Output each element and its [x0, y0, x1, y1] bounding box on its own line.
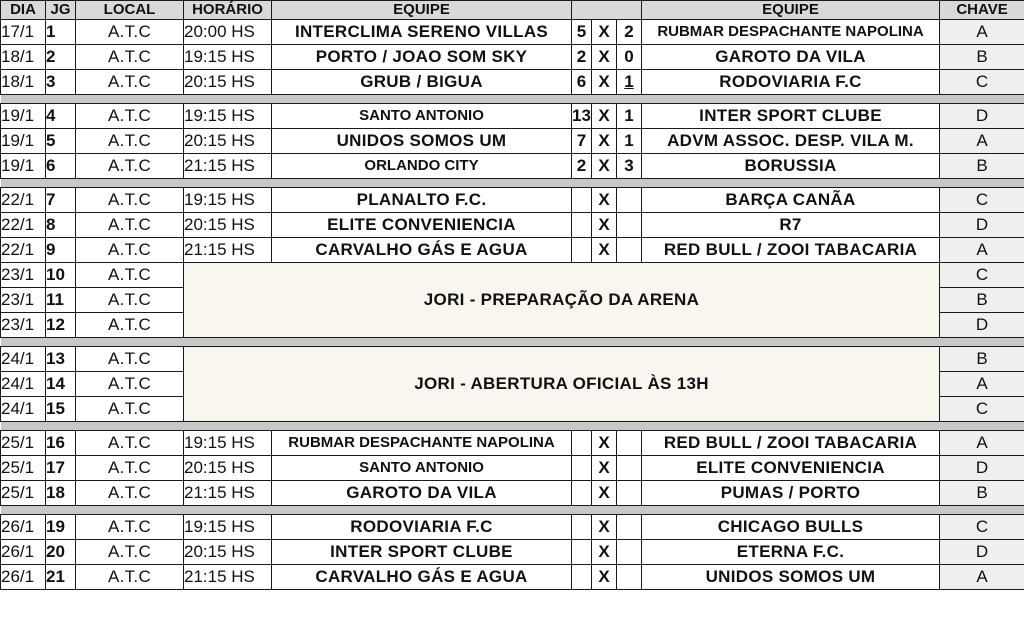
home-team-cell: CARVALHO GÁS E AGUA	[272, 565, 572, 590]
away-score-cell: 1	[617, 104, 642, 129]
location-cell: A.T.C	[76, 347, 184, 372]
game-number-cell: 17	[46, 456, 76, 481]
game-row	[1, 263, 1024, 288]
header-jg: JG	[46, 1, 76, 20]
game-number-cell: 12	[46, 313, 76, 338]
time-cell: 20:15 HS	[184, 70, 272, 95]
versus-cell: X	[592, 238, 617, 263]
location-cell: A.T.C	[76, 20, 184, 45]
home-team-cell: ORLANDO CITY	[272, 154, 572, 179]
header-score	[572, 1, 642, 20]
header-dia: DIA	[1, 1, 46, 20]
away-team-cell: R7	[642, 213, 940, 238]
game-row	[1, 45, 1024, 70]
away-score-cell: 0	[617, 45, 642, 70]
away-team-cell: UNIDOS SOMOS UM	[642, 565, 940, 590]
away-team-cell: ADVM ASSOC. DESP. VILA M.	[642, 129, 940, 154]
header-row	[1, 1, 1024, 20]
home-team-cell: GRUB / BIGUA	[272, 70, 572, 95]
game-row	[1, 188, 1024, 213]
game-row	[1, 154, 1024, 179]
header-local: LOCAL	[76, 1, 184, 20]
day-cell: 17/1	[1, 20, 46, 45]
banner-preparacao: JORI - PREPARAÇÃO DA ARENA	[184, 263, 940, 338]
day-cell: 24/1	[1, 372, 46, 397]
game-row	[1, 238, 1024, 263]
time-cell: 19:15 HS	[184, 104, 272, 129]
away-team-cell: BARÇA CANÃA	[642, 188, 940, 213]
time-cell: 20:15 HS	[184, 129, 272, 154]
home-score-cell	[572, 431, 592, 456]
away-score-cell: 2	[617, 20, 642, 45]
home-team-cell: PLANALTO F.C.	[272, 188, 572, 213]
group-cell: C	[940, 397, 1024, 422]
away-score-cell	[617, 540, 642, 565]
location-cell: A.T.C	[76, 45, 184, 70]
away-score-cell	[617, 238, 642, 263]
group-cell: A	[940, 565, 1024, 590]
away-score-cell	[617, 565, 642, 590]
game-row	[1, 431, 1024, 456]
time-cell: 19:15 HS	[184, 431, 272, 456]
location-cell: A.T.C	[76, 288, 184, 313]
time-cell: 19:15 HS	[184, 45, 272, 70]
time-cell: 21:15 HS	[184, 481, 272, 506]
location-cell: A.T.C	[76, 188, 184, 213]
game-number-cell: 13	[46, 347, 76, 372]
time-cell: 21:15 HS	[184, 154, 272, 179]
day-cell: 23/1	[1, 313, 46, 338]
home-score-cell: 2	[572, 45, 592, 70]
home-score-cell	[572, 456, 592, 481]
day-cell: 24/1	[1, 397, 46, 422]
game-row	[1, 213, 1024, 238]
location-cell: A.T.C	[76, 540, 184, 565]
game-number-cell: 3	[46, 70, 76, 95]
home-score-cell	[572, 481, 592, 506]
game-number-cell: 18	[46, 481, 76, 506]
day-separator	[1, 179, 1024, 188]
game-number-cell: 4	[46, 104, 76, 129]
away-score-cell	[617, 213, 642, 238]
day-separator	[1, 338, 1024, 347]
versus-cell: X	[592, 104, 617, 129]
group-cell: C	[940, 515, 1024, 540]
time-cell: 21:15 HS	[184, 565, 272, 590]
home-team-cell: ELITE CONVENIENCIA	[272, 213, 572, 238]
location-cell: A.T.C	[76, 263, 184, 288]
separator-cell	[1, 506, 1024, 515]
group-cell: C	[940, 263, 1024, 288]
day-cell: 22/1	[1, 213, 46, 238]
versus-cell: X	[592, 481, 617, 506]
away-team-cell: ELITE CONVENIENCIA	[642, 456, 940, 481]
separator-cell	[1, 95, 1024, 104]
separator-cell	[1, 179, 1024, 188]
game-row	[1, 565, 1024, 590]
away-score-cell: 1	[617, 129, 642, 154]
separator-cell	[1, 422, 1024, 431]
header-chave: CHAVE	[940, 1, 1024, 20]
day-cell: 26/1	[1, 540, 46, 565]
day-cell: 24/1	[1, 347, 46, 372]
day-separator	[1, 95, 1024, 104]
home-score-cell: 2	[572, 154, 592, 179]
home-team-cell: RODOVIARIA F.C	[272, 515, 572, 540]
group-cell: D	[940, 540, 1024, 565]
game-number-cell: 14	[46, 372, 76, 397]
game-row	[1, 456, 1024, 481]
away-score-cell	[617, 431, 642, 456]
location-cell: A.T.C	[76, 104, 184, 129]
game-number-cell: 20	[46, 540, 76, 565]
versus-cell: X	[592, 20, 617, 45]
header-horario: HORÁRIO	[184, 1, 272, 20]
game-number-cell: 2	[46, 45, 76, 70]
header-equipe-home: EQUIPE	[272, 1, 572, 20]
group-cell: A	[940, 238, 1024, 263]
game-number-cell: 6	[46, 154, 76, 179]
time-cell: 20:00 HS	[184, 20, 272, 45]
group-cell: C	[940, 70, 1024, 95]
home-score-cell	[572, 213, 592, 238]
game-number-cell: 8	[46, 213, 76, 238]
home-score-cell	[572, 515, 592, 540]
time-cell: 20:15 HS	[184, 540, 272, 565]
game-number-cell: 16	[46, 431, 76, 456]
away-team-cell: INTER SPORT CLUBE	[642, 104, 940, 129]
home-score-cell	[572, 565, 592, 590]
away-score-cell	[617, 515, 642, 540]
day-cell: 25/1	[1, 481, 46, 506]
home-team-cell: RUBMAR DESPACHANTE NAPOLINA	[272, 431, 572, 456]
away-team-cell: CHICAGO BULLS	[642, 515, 940, 540]
group-cell: D	[940, 456, 1024, 481]
away-team-cell: RED BULL / ZOOI TABACARIA	[642, 431, 940, 456]
home-score-cell	[572, 540, 592, 565]
group-cell: B	[940, 154, 1024, 179]
day-cell: 26/1	[1, 565, 46, 590]
home-score-cell: 6	[572, 70, 592, 95]
location-cell: A.T.C	[76, 213, 184, 238]
game-number-cell: 9	[46, 238, 76, 263]
location-cell: A.T.C	[76, 456, 184, 481]
time-cell: 19:15 HS	[184, 515, 272, 540]
versus-cell: X	[592, 431, 617, 456]
away-team-cell: GAROTO DA VILA	[642, 45, 940, 70]
day-cell: 18/1	[1, 45, 46, 70]
day-cell: 25/1	[1, 456, 46, 481]
away-team-cell: RED BULL / ZOOI TABACARIA	[642, 238, 940, 263]
away-team-cell: PUMAS / PORTO	[642, 481, 940, 506]
time-cell: 20:15 HS	[184, 456, 272, 481]
game-row	[1, 540, 1024, 565]
location-cell: A.T.C	[76, 431, 184, 456]
away-score-cell: 1	[617, 70, 642, 95]
day-cell: 26/1	[1, 515, 46, 540]
group-cell: D	[940, 104, 1024, 129]
location-cell: A.T.C	[76, 397, 184, 422]
game-row	[1, 20, 1024, 45]
game-row	[1, 515, 1024, 540]
group-cell: D	[940, 213, 1024, 238]
versus-cell: X	[592, 154, 617, 179]
game-number-cell: 1	[46, 20, 76, 45]
location-cell: A.T.C	[76, 154, 184, 179]
day-cell: 19/1	[1, 154, 46, 179]
group-cell: C	[940, 188, 1024, 213]
away-score-cell	[617, 456, 642, 481]
home-score-cell: 7	[572, 129, 592, 154]
group-cell: A	[940, 20, 1024, 45]
game-row	[1, 104, 1024, 129]
header-equipe-away: EQUIPE	[642, 1, 940, 20]
location-cell: A.T.C	[76, 372, 184, 397]
game-row	[1, 481, 1024, 506]
time-cell: 21:15 HS	[184, 238, 272, 263]
location-cell: A.T.C	[76, 238, 184, 263]
day-separator	[1, 422, 1024, 431]
home-team-cell: INTER SPORT CLUBE	[272, 540, 572, 565]
game-row	[1, 347, 1024, 372]
location-cell: A.T.C	[76, 313, 184, 338]
time-cell: 20:15 HS	[184, 213, 272, 238]
location-cell: A.T.C	[76, 481, 184, 506]
game-row	[1, 129, 1024, 154]
home-team-cell: CARVALHO GÁS E AGUA	[272, 238, 572, 263]
day-cell: 22/1	[1, 238, 46, 263]
home-team-cell: PORTO / JOAO SOM SKY	[272, 45, 572, 70]
versus-cell: X	[592, 129, 617, 154]
group-cell: B	[940, 45, 1024, 70]
group-cell: A	[940, 372, 1024, 397]
location-cell: A.T.C	[76, 70, 184, 95]
versus-cell: X	[592, 213, 617, 238]
versus-cell: X	[592, 565, 617, 590]
day-cell: 23/1	[1, 263, 46, 288]
game-number-cell: 11	[46, 288, 76, 313]
time-cell: 19:15 HS	[184, 188, 272, 213]
game-number-cell: 15	[46, 397, 76, 422]
day-cell: 18/1	[1, 70, 46, 95]
home-score-cell: 5	[572, 20, 592, 45]
day-cell: 19/1	[1, 129, 46, 154]
home-team-cell: INTERCLIMA SERENO VILLAS	[272, 20, 572, 45]
game-number-cell: 5	[46, 129, 76, 154]
home-score-cell	[572, 238, 592, 263]
day-cell: 22/1	[1, 188, 46, 213]
home-team-cell: SANTO ANTONIO	[272, 104, 572, 129]
versus-cell: X	[592, 70, 617, 95]
game-number-cell: 7	[46, 188, 76, 213]
home-score-cell	[572, 188, 592, 213]
away-team-cell: ETERNA F.C.	[642, 540, 940, 565]
versus-cell: X	[592, 540, 617, 565]
group-cell: A	[940, 129, 1024, 154]
group-cell: B	[940, 288, 1024, 313]
home-team-cell: SANTO ANTONIO	[272, 456, 572, 481]
away-team-cell: RODOVIARIA F.C	[642, 70, 940, 95]
game-number-cell: 10	[46, 263, 76, 288]
away-score-cell: 3	[617, 154, 642, 179]
group-cell: D	[940, 313, 1024, 338]
day-cell: 23/1	[1, 288, 46, 313]
home-team-cell: GAROTO DA VILA	[272, 481, 572, 506]
away-score-cell	[617, 188, 642, 213]
day-separator	[1, 506, 1024, 515]
away-score-cell	[617, 481, 642, 506]
home-team-cell: UNIDOS SOMOS UM	[272, 129, 572, 154]
location-cell: A.T.C	[76, 565, 184, 590]
group-cell: B	[940, 347, 1024, 372]
away-team-cell: RUBMAR DESPACHANTE NAPOLINA	[642, 20, 940, 45]
group-cell: A	[940, 431, 1024, 456]
game-number-cell: 19	[46, 515, 76, 540]
day-cell: 25/1	[1, 431, 46, 456]
away-team-cell: BORUSSIA	[642, 154, 940, 179]
game-row	[1, 70, 1024, 95]
day-cell: 19/1	[1, 104, 46, 129]
home-score-cell: 13	[572, 104, 592, 129]
game-number-cell: 21	[46, 565, 76, 590]
versus-cell: X	[592, 45, 617, 70]
location-cell: A.T.C	[76, 129, 184, 154]
banner-abertura: JORI - ABERTURA OFICIAL ÀS 13H	[184, 347, 940, 422]
location-cell: A.T.C	[76, 515, 184, 540]
versus-cell: X	[592, 515, 617, 540]
group-cell: B	[940, 481, 1024, 506]
separator-cell	[1, 338, 1024, 347]
versus-cell: X	[592, 188, 617, 213]
versus-cell: X	[592, 456, 617, 481]
